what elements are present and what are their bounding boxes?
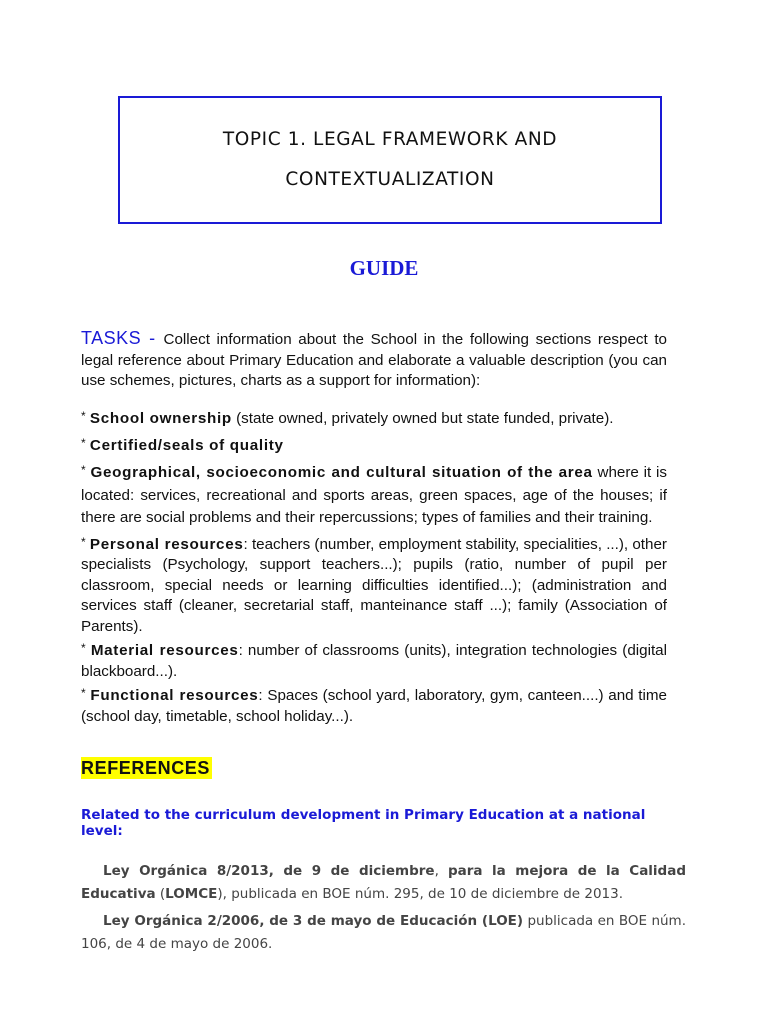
task-item-personal-resources xyxy=(81,532,667,638)
task-item-label: School ownership xyxy=(89,410,232,427)
topic-title-line-2: CONTEXTUALIZATION xyxy=(285,169,495,190)
task-item-text: : Spaces (school yard, laboratory, gym, canteen....) and time (school day, timetable, school holiday...). xyxy=(81,687,667,725)
bullet-star: * xyxy=(81,686,86,700)
bullet-star: * xyxy=(81,534,86,549)
task-item-label: Material resources xyxy=(90,642,239,659)
task-item-label: Geographical, socioeconomic and cultural situation of the area xyxy=(90,464,593,481)
references-heading: REFERENCES xyxy=(81,758,211,778)
reference-lomce-publication: ), publicada en BOE núm. 295, de 10 de diciembre de 2013. xyxy=(217,886,624,902)
bullet-star: * xyxy=(81,409,86,423)
task-item-label: Certified/seals of quality xyxy=(89,436,284,454)
reference-lomce-subtitle: para la mejora de la Calidad Educativa xyxy=(81,863,686,902)
reference-loe-title: Ley Orgánica 2/2006, de 3 de mayo de Educación (LOE) xyxy=(103,913,524,929)
task-item-label: Functional resources xyxy=(90,687,259,704)
bullet-star: * xyxy=(81,641,86,655)
bullet-star: * xyxy=(81,435,86,450)
reference-lomce xyxy=(81,860,686,906)
bullet-star: * xyxy=(81,463,86,477)
task-item-text: : number of classrooms (units), integration technologies (digital blackboard...). xyxy=(81,642,668,680)
task-item-geographical xyxy=(81,459,667,530)
task-item-label: Personal resources xyxy=(89,535,244,553)
reference-separator: ( xyxy=(155,886,166,902)
topic-title-line-1: TOPIC 1. LEGAL FRAMEWORK AND xyxy=(222,129,558,150)
task-item-school-ownership xyxy=(81,406,667,430)
task-item-material-resources xyxy=(81,638,667,682)
task-item-certified xyxy=(81,433,667,457)
tasks-label: TASKS - xyxy=(81,328,164,348)
reference-lomce-title: Ley Orgánica 8/2013, de 9 de diciembre xyxy=(103,863,435,879)
task-item-text: where it is located: services, recreational and sports areas, green spaces, age of the houses; if there are social problems and their repercussions; types of families and their training. xyxy=(81,464,667,526)
reference-loe-publication: publicada en BOE núm. 106, de 4 de mayo de 2006. xyxy=(81,913,686,952)
task-item-text: (state owned, privately owned but state funded, private). xyxy=(231,410,614,427)
guide-heading: GUIDE xyxy=(349,256,419,280)
reference-lomce-acronym: LOMCE xyxy=(165,886,218,902)
tasks-paragraph xyxy=(81,328,667,392)
task-item-functional-resources xyxy=(81,683,667,727)
reference-separator: , xyxy=(434,863,448,879)
reference-loe xyxy=(81,910,686,956)
tasks-text: Collect information about the School in the following sections respect to legal reference about Primary Education and elaborate a valuable description (you can use schemes, pictures, charts as a support for information): xyxy=(81,331,667,389)
topic-title-box xyxy=(118,96,662,224)
references-subheading: Related to the curriculum development in Primary Education at a national level: xyxy=(81,807,646,839)
task-items-list xyxy=(81,406,667,727)
task-item-text: : teachers (number, employment stability, specialities, ...), other specialists (Psychology, support teachers...); pupils (ratio, number of pupil per classroom, special needs or learning difficulties identified...); (administration and services staff (cleaner, secretarial staff, manteinance staff ...); family (Association of Parents). xyxy=(81,535,667,635)
